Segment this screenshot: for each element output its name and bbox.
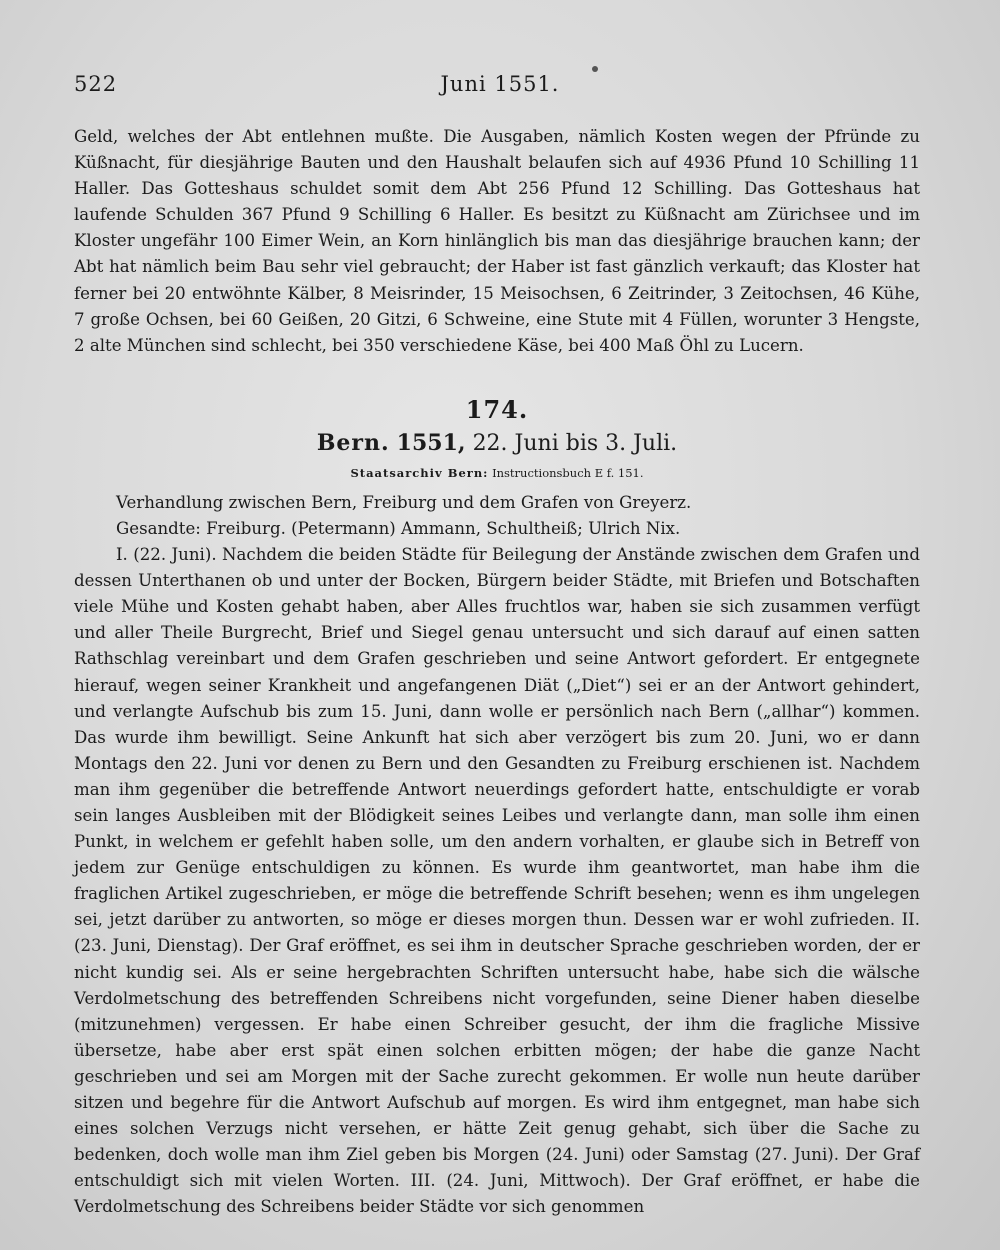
source-reference <box>74 466 920 480</box>
page-header <box>74 72 926 108</box>
document-title-year: 1551, <box>396 429 466 456</box>
source-archive: Staatsarchiv Bern: <box>350 465 489 480</box>
document-title-dates: 22. Juni bis 3. Juli. <box>472 430 678 456</box>
document-number: 174. <box>465 394 529 424</box>
running-head: Juni 1551. <box>440 72 560 96</box>
summary-line-2: Gesandte: Freiburg. (Petermann) Ammann, Schultheiß; Ulrich Nix. <box>116 518 681 538</box>
page-number: 522 <box>74 72 118 96</box>
document-title-place: Bern. <box>316 429 390 456</box>
summary-line-1: Verhandlung zwischen Bern, Freiburg und dem Grafen von Greyerz. <box>116 492 692 512</box>
source-ref: Instructionsbuch E f. 151. <box>492 465 644 480</box>
document-title <box>74 430 920 456</box>
document-body: I. (22. Juni). Nachdem die beiden Städte für Beilegung der Anstände zwischen dem Grafen und dessen Unterthanen ob und unter der Bocken, Bürgern beider Städte, mit Briefen und Botschaften viele Mühe und Kosten gehabt haben, aber Alles fruchtlos war, haben sie sich zusammen verfügt und aller Theile Burgrecht, Brief und Siegel genau untersucht und sich darauf auf einen satten Rathschlag vereinbart und dem Grafen geschrieben und seine Antwort gefordert. Er entgegnete hierauf, wegen seiner Krankheit und angefangenen Diät („Diet“) sei er an der Antwort gehindert, und verlangte Aufschub bis zum 15. Juni, dann wolle er persönlich nach Bern („allhar“) kommen. Das wurde ihm bewilligt. Seine Ankunft hat sich aber verzögert bis zum 20. Juni, wo er dann Montags den 22. Juni vor denen zu Bern und den Gesandten zu Freiburg erschienen ist. Nachdem man ihm gegenüber die betreffende Antwort neuerdings gefordert hatte, entschuldigte er vorab sein langes Ausbleiben mit der Blödigkeit seines Leibes und verlangte dann, man solle ihm einen Punkt, in welchem er gefehlt haben solle, um den andern vorhalten, er glaube sich in Betreff von jedem zur Genüge entschuldigen zu können. Es wurde ihm geantwortet, man habe ihm die fraglichen Artikel zugeschrieben, er möge die betreffende Schrift besehen; wenn es ihm ungelegen sei, jetzt darüber zu antworten, so möge er dieses morgen thun. Dessen war er wohl zufrieden. II. (23. Juni, Dienstag). Der Graf eröffnet, es sei ihm in deutscher Sprache geschrieben worden, der er nicht kundig sei. Als er seine hergebrachten Schriften untersucht habe, habe sich die wälsche Verdolmetschung des betreffenden Schreibens nicht vorgefunden, seine Diener haben dieselbe (mitzunehmen) vergessen. Er habe einen Schreiber gesucht, der ihm die fragliche Missive übersetze, habe aber erst spät einen solchen erbitten mögen; der habe die ganze Nacht geschrieben und sei am Morgen mit der Sache zurecht gekommen. Er wolle nun heute darüber sitzen und begehre für die Antwort Aufschub auf morgen. Es wird ihm entgegnet, man habe sich eines solchen Verzugs nicht versehen, er hätte Zeit genug gehabt, sich über die Sache zu bedenken, doch wolle man ihm Ziel geben bis Morgen (24. Juni) oder Samstag (27. Juni). Der Graf entschuldigt sich mit vielen Worten. III. (24. Juni, Mittwoch). Der Graf eröffnet, er habe die Verdolmetschung des Schreibens beider Städte vor sich genommen <box>74 545 920 1217</box>
intro-paragraph: Geld, welches der Abt entlehnen mußte. Die Ausgaben, nämlich Kosten wegen der Pfründe zu Küßnacht, für diesjährige Bauten und den Haushalt belaufen sich auf 4936 Pfund 10 Schilling 11 Haller. Das Gotteshaus schuldet somit dem Abt 256 Pfund 12 Schilling. Das Gotteshaus hat laufende Schulden 367 Pfund 9 Schilling 6 Haller. Es besitzt zu Küßnacht am Zürichsee und im Kloster ungefähr 100 Eimer Wein, an Korn hinlänglich bis man das diesjährige brauchen kann; der Abt hat nämlich beim Bau sehr viel gebraucht; der Haber ist fast gänzlich verkauft; das Kloster hat ferner bei 20 entwöhnte Kälber, 8 Meisrinder, 15 Meisochsen, 6 Zeitrinder, 3 Zeitochsen, 46 Kühe, 7 große Ochsen, bei 60 Geißen, 20 Gitzi, 6 Schweine, eine Stute mit 4 Füllen, worunter 3 Hengste, 2 alte München sind schlecht, bei 350 verschiedene Käse, bei 400 Maß Öhl zu Lucern. <box>74 127 920 355</box>
page-content <box>74 124 920 1220</box>
